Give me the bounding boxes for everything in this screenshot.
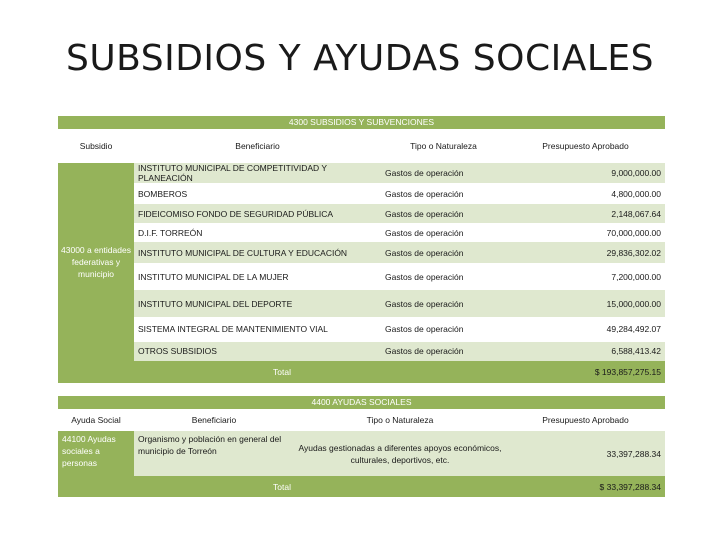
row-monto: 7,200,000.00 <box>611 271 661 282</box>
subsidios-band: 4300 SUBSIDIOS Y SUBVENCIONES <box>58 116 665 129</box>
total-label: Total <box>273 481 291 492</box>
row-tipo: Gastos de operación <box>385 271 464 282</box>
row-beneficiario: BOMBEROS <box>138 188 188 199</box>
header-ayuda-social: Ayuda Social <box>71 415 121 425</box>
row-monto: 15,000,000.00 <box>606 298 661 309</box>
header-beneficiario: Beneficiario <box>191 415 237 425</box>
row-monto: 6,588,413.42 <box>611 346 661 357</box>
row-monto: 29,836,302.02 <box>606 247 661 258</box>
row-tipo: Gastos de operación <box>385 324 464 335</box>
table-row <box>134 264 665 290</box>
row-beneficiario: FIDEICOMISO FONDO DE SEGURIDAD PÚBLICA <box>138 208 334 219</box>
row-ayuda: 44100 Ayudas sociales a personas <box>58 431 134 476</box>
subsidio-group-label: 43000 a entidades federativas y municipio <box>58 163 134 361</box>
row-monto: 70,000,000.00 <box>606 227 661 238</box>
row-tipo: Gastos de operación <box>385 188 464 199</box>
subsidios-rows <box>134 163 665 361</box>
table-row <box>134 342 665 361</box>
row-tipo: Gastos de operación <box>385 346 464 357</box>
subsidios-header-row <box>58 129 665 163</box>
total-value: $ 33,397,288.34 <box>599 481 661 492</box>
slide-title: SUBSIDIOS Y AYUDAS SOCIALES <box>65 38 655 79</box>
row-monto: 2,148,067.64 <box>611 208 661 219</box>
header-presupuesto: Presupuesto Aprobado <box>542 415 629 425</box>
row-beneficiario: Organismo y población en general del municipio de Torreón <box>134 431 294 476</box>
total-value: $ 193,857,275.15 <box>594 367 661 377</box>
ayudas-total-row <box>58 476 665 497</box>
table-row <box>134 163 665 184</box>
table-row <box>134 318 665 342</box>
row-tipo: Ayudas gestionadas a diferentes apoyos económicos, culturales, deportivos, etc. <box>294 431 506 476</box>
total-label: Total <box>273 367 291 377</box>
row-monto: 4,800,000.00 <box>611 188 661 199</box>
row-monto: 49,284,492.07 <box>606 324 661 335</box>
subsidios-total-row <box>58 361 665 383</box>
ayudas-header-row <box>58 409 665 431</box>
ayudas-band: 4400 AYUDAS SOCIALES <box>58 396 665 409</box>
ayudas-table <box>58 396 665 497</box>
row-beneficiario: INSTITUTO MUNICIPAL DE LA MUJER <box>138 271 289 282</box>
table-row <box>134 290 665 318</box>
subsidios-body <box>58 163 665 361</box>
row-monto: 9,000,000.00 <box>611 168 661 178</box>
row-beneficiario: INSTITUTO MUNICIPAL DE COMPETITIVIDAD Y PLANEACIÓN <box>138 163 327 183</box>
table-row <box>58 431 665 476</box>
table-row <box>134 242 665 264</box>
row-monto: 33,397,288.34 <box>506 431 665 476</box>
row-beneficiario: SISTEMA INTEGRAL DE MANTENIMIENTO VIAL <box>138 324 328 335</box>
table-row <box>134 224 665 242</box>
row-beneficiario: D.I.F. TORREÓN <box>138 227 203 238</box>
row-tipo: Gastos de operación <box>385 208 464 219</box>
table-row <box>134 204 665 224</box>
row-beneficiario: OTROS SUBSIDIOS <box>138 346 217 357</box>
row-tipo: Gastos de operación <box>385 247 464 258</box>
table-row <box>134 184 665 204</box>
header-presupuesto: Presupuesto Aprobado <box>542 141 629 151</box>
subsidios-table <box>58 116 665 383</box>
row-beneficiario: INSTITUTO MUNICIPAL DE CULTURA Y EDUCACIÓN <box>138 247 348 258</box>
row-tipo: Gastos de operación <box>385 227 464 238</box>
header-tipo: Tipo o Naturaleza <box>366 415 434 425</box>
row-beneficiario: INSTITUTO MUNICIPAL DEL DEPORTE <box>138 298 293 309</box>
row-tipo: Gastos de operación <box>385 298 464 309</box>
header-beneficiario: Beneficiario <box>235 141 280 151</box>
header-subsidio: Subsidio <box>79 141 113 151</box>
row-tipo: Gastos de operación <box>385 168 464 178</box>
header-tipo: Tipo o Naturaleza <box>410 141 477 151</box>
